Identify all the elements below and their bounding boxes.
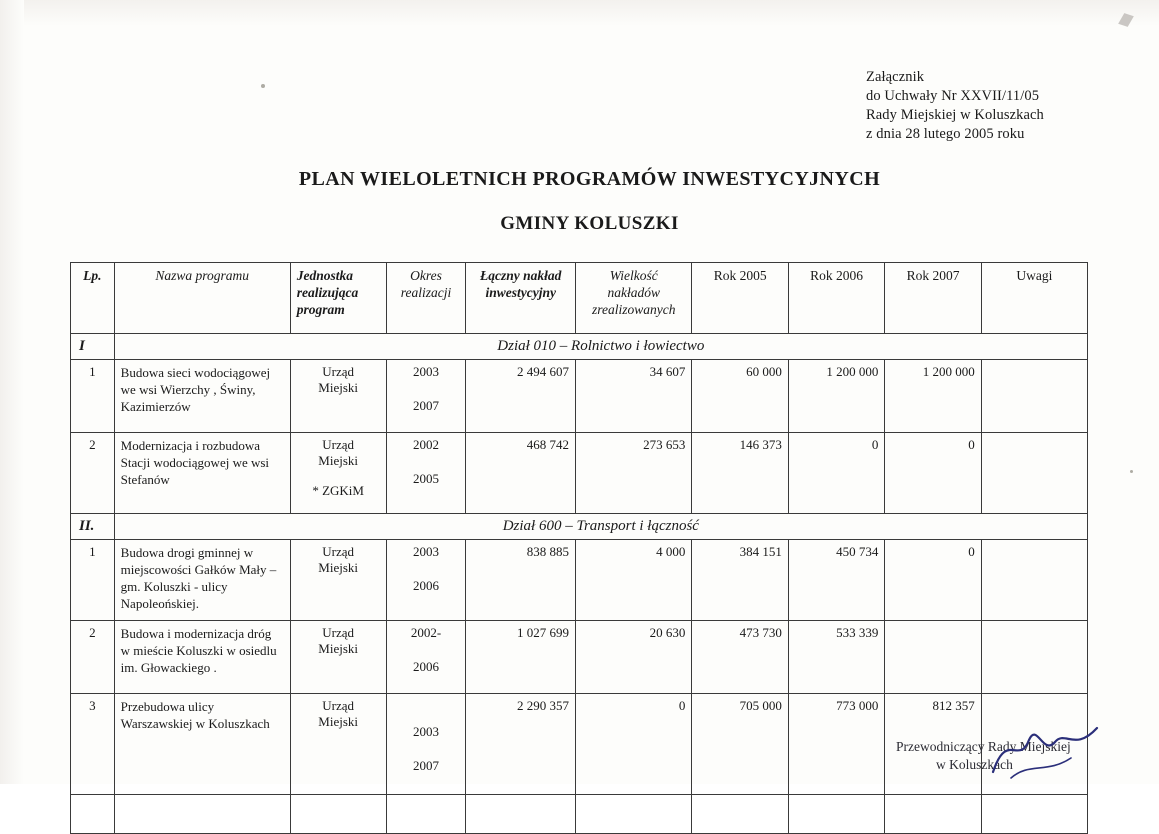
row-program-name: Budowa drogi gminnej w miejscowości Gałków Mały – gm. Koluszki - ulicy Napoleońskiej. xyxy=(114,540,290,621)
section-title: Dział 600 – Transport i łączność xyxy=(114,514,1087,540)
scan-speck xyxy=(1130,470,1133,473)
row-year-2007 xyxy=(885,621,981,694)
row-period-start: 2003 xyxy=(412,724,439,739)
column-header-total-outlay-line-2: inwestycyjny xyxy=(485,285,556,300)
row-unit xyxy=(290,621,386,694)
section-number: II. xyxy=(71,514,115,540)
row-unit-line-2: Miejski xyxy=(318,714,359,729)
row-unit xyxy=(290,540,386,621)
row-unit xyxy=(290,360,386,433)
row-realized-outlay xyxy=(576,795,692,834)
row-total-outlay xyxy=(466,795,576,834)
row-period xyxy=(386,360,466,433)
row-period-start: 2002 xyxy=(412,437,439,452)
row-program-name: Przebudowa ulicy Warszawskiej w Koluszkach xyxy=(114,694,290,795)
row-notes xyxy=(981,360,1087,433)
column-header-unit-line-2: realizująca xyxy=(296,285,359,300)
table-row xyxy=(71,540,1088,621)
column-header-realized-outlay xyxy=(576,263,692,334)
column-header-total-outlay xyxy=(466,263,576,334)
section-title: Dział 010 – Rolnictwo i łowiectwo xyxy=(114,334,1087,360)
column-header-unit-line-1: Jednostka xyxy=(296,268,354,283)
row-year-2005: 146 373 xyxy=(692,433,788,514)
row-period-start: 2003 xyxy=(412,544,439,559)
row-unit-line-1: Urząd xyxy=(322,625,355,640)
row-year-2007: 0 xyxy=(885,540,981,621)
row-lp: 1 xyxy=(71,540,115,621)
column-header-year-2006: Rok 2006 xyxy=(788,263,884,334)
row-program-name: Budowa i modernizacja dróg w mieście Koluszki w osiedlu im. Głowackiego . xyxy=(114,621,290,694)
row-year-2006: 1 200 000 xyxy=(788,360,884,433)
table-row xyxy=(71,433,1088,514)
row-year-2007 xyxy=(885,795,981,834)
row-year-2006: 773 000 xyxy=(788,694,884,795)
row-period xyxy=(386,621,466,694)
column-header-realized-outlay-line-3: zrealizowanych xyxy=(591,302,676,317)
column-header-total-outlay-line-1: Łączny nakład xyxy=(480,268,562,283)
row-unit-line-2: Miejski xyxy=(318,560,359,575)
header-line-4: z dnia 28 lutego 2005 roku xyxy=(866,126,1025,142)
table-section-header-row xyxy=(71,334,1088,360)
column-header-year-2007: Rok 2007 xyxy=(885,263,981,334)
row-realized-outlay: 4 000 xyxy=(576,540,692,621)
section-number: I xyxy=(71,334,115,360)
row-unit xyxy=(290,694,386,795)
column-header-period-line-1: Okres xyxy=(410,268,442,283)
row-year-2007: 0 xyxy=(885,433,981,514)
row-unit-line-2: Miejski xyxy=(318,380,359,395)
row-program-name xyxy=(114,795,290,834)
signature-block xyxy=(896,738,1071,774)
row-unit-line-2: Miejski xyxy=(318,641,359,656)
header-line-3: Rady Miejskiej w Koluszkach xyxy=(866,107,1044,123)
table-header-row xyxy=(71,263,1088,334)
row-unit-line-1: Urząd xyxy=(322,364,355,379)
row-period xyxy=(386,433,466,514)
row-period-end: 2006 xyxy=(412,578,439,593)
scan-edge-top xyxy=(0,0,1159,26)
table-section-header-row xyxy=(71,514,1088,540)
column-header-realized-outlay-line-1: Wielkość xyxy=(609,268,658,283)
table-row xyxy=(71,360,1088,433)
row-year-2007: 1 200 000 xyxy=(885,360,981,433)
column-header-notes: Uwagi xyxy=(981,263,1087,334)
row-year-2005: 705 000 xyxy=(692,694,788,795)
column-header-lp: Lp. xyxy=(71,263,115,334)
row-realized-outlay: 34 607 xyxy=(576,360,692,433)
document-reference-header xyxy=(866,68,1044,144)
row-realized-outlay: 20 630 xyxy=(576,621,692,694)
header-line-2: do Uchwały Nr XXVII/11/05 xyxy=(866,88,1040,104)
column-header-program-name: Nazwa programu xyxy=(114,263,290,334)
row-unit-line-1: Urząd xyxy=(322,437,355,452)
row-total-outlay: 838 885 xyxy=(466,540,576,621)
column-header-unit xyxy=(290,263,386,334)
signature-line-1: Przewodniczący Rady Miejskiej xyxy=(896,739,1071,754)
column-header-period xyxy=(386,263,466,334)
row-period xyxy=(386,540,466,621)
column-header-realized-outlay-line-2: nakładów xyxy=(607,285,660,300)
row-unit xyxy=(290,433,386,514)
row-period-start: 2003 xyxy=(412,364,439,379)
row-program-name: Budowa sieci wodociągowej we wsi Wierzchy , Świny, Kazimierzów xyxy=(114,360,290,433)
row-year-2006: 450 734 xyxy=(788,540,884,621)
column-header-unit-line-3: program xyxy=(296,302,345,317)
row-year-2006 xyxy=(788,795,884,834)
signature-line-2: w Koluszkach xyxy=(936,757,1013,772)
row-period-end: 2005 xyxy=(412,471,439,486)
row-unit-line-1: Urząd xyxy=(322,698,355,713)
row-period-end: 2007 xyxy=(412,398,439,413)
row-year-2007: 812 357 xyxy=(885,694,981,795)
row-period xyxy=(386,795,466,834)
row-notes xyxy=(981,540,1087,621)
row-year-2006: 533 339 xyxy=(788,621,884,694)
row-year-2005: 473 730 xyxy=(692,621,788,694)
row-unit-line-3: * ZGKiM xyxy=(312,483,364,498)
row-unit xyxy=(290,795,386,834)
header-line-1: Załącznik xyxy=(866,69,925,85)
row-period xyxy=(386,694,466,795)
row-lp: 3 xyxy=(71,694,115,795)
row-year-2005: 60 000 xyxy=(692,360,788,433)
document-title-line-1: PLAN WIELOLETNICH PROGRAMÓW INWESTYCYJNYCH xyxy=(298,168,881,190)
row-lp xyxy=(71,795,115,834)
row-program-name: Modernizacja i rozbudowa Stacji wodociągowej we wsi Stefanów xyxy=(114,433,290,514)
row-year-2005 xyxy=(692,795,788,834)
row-notes xyxy=(981,795,1087,834)
column-header-period-line-2: realizacji xyxy=(400,285,452,300)
row-year-2006: 0 xyxy=(788,433,884,514)
row-lp: 1 xyxy=(71,360,115,433)
row-notes xyxy=(981,621,1087,694)
table-row-empty xyxy=(71,795,1088,834)
row-total-outlay: 2 290 357 xyxy=(466,694,576,795)
row-year-2005: 384 151 xyxy=(692,540,788,621)
row-unit-line-2: Miejski xyxy=(318,453,359,468)
column-header-year-2005: Rok 2005 xyxy=(692,263,788,334)
row-period-start: 2002- xyxy=(410,625,442,640)
row-period-end: 2007 xyxy=(412,758,439,773)
row-notes xyxy=(981,433,1087,514)
document-title-line-2: GMINY KOLUSZKI xyxy=(500,213,679,234)
row-lp: 2 xyxy=(71,621,115,694)
row-lp: 2 xyxy=(71,433,115,514)
row-total-outlay: 2 494 607 xyxy=(466,360,576,433)
row-realized-outlay: 0 xyxy=(576,694,692,795)
scan-edge-left xyxy=(0,0,24,784)
table-row xyxy=(71,621,1088,694)
scan-speck xyxy=(261,84,265,88)
row-total-outlay: 1 027 699 xyxy=(466,621,576,694)
row-realized-outlay: 273 653 xyxy=(576,433,692,514)
row-unit-line-1: Urząd xyxy=(322,544,355,559)
row-total-outlay: 468 742 xyxy=(466,433,576,514)
row-period-end: 2006 xyxy=(412,659,439,674)
